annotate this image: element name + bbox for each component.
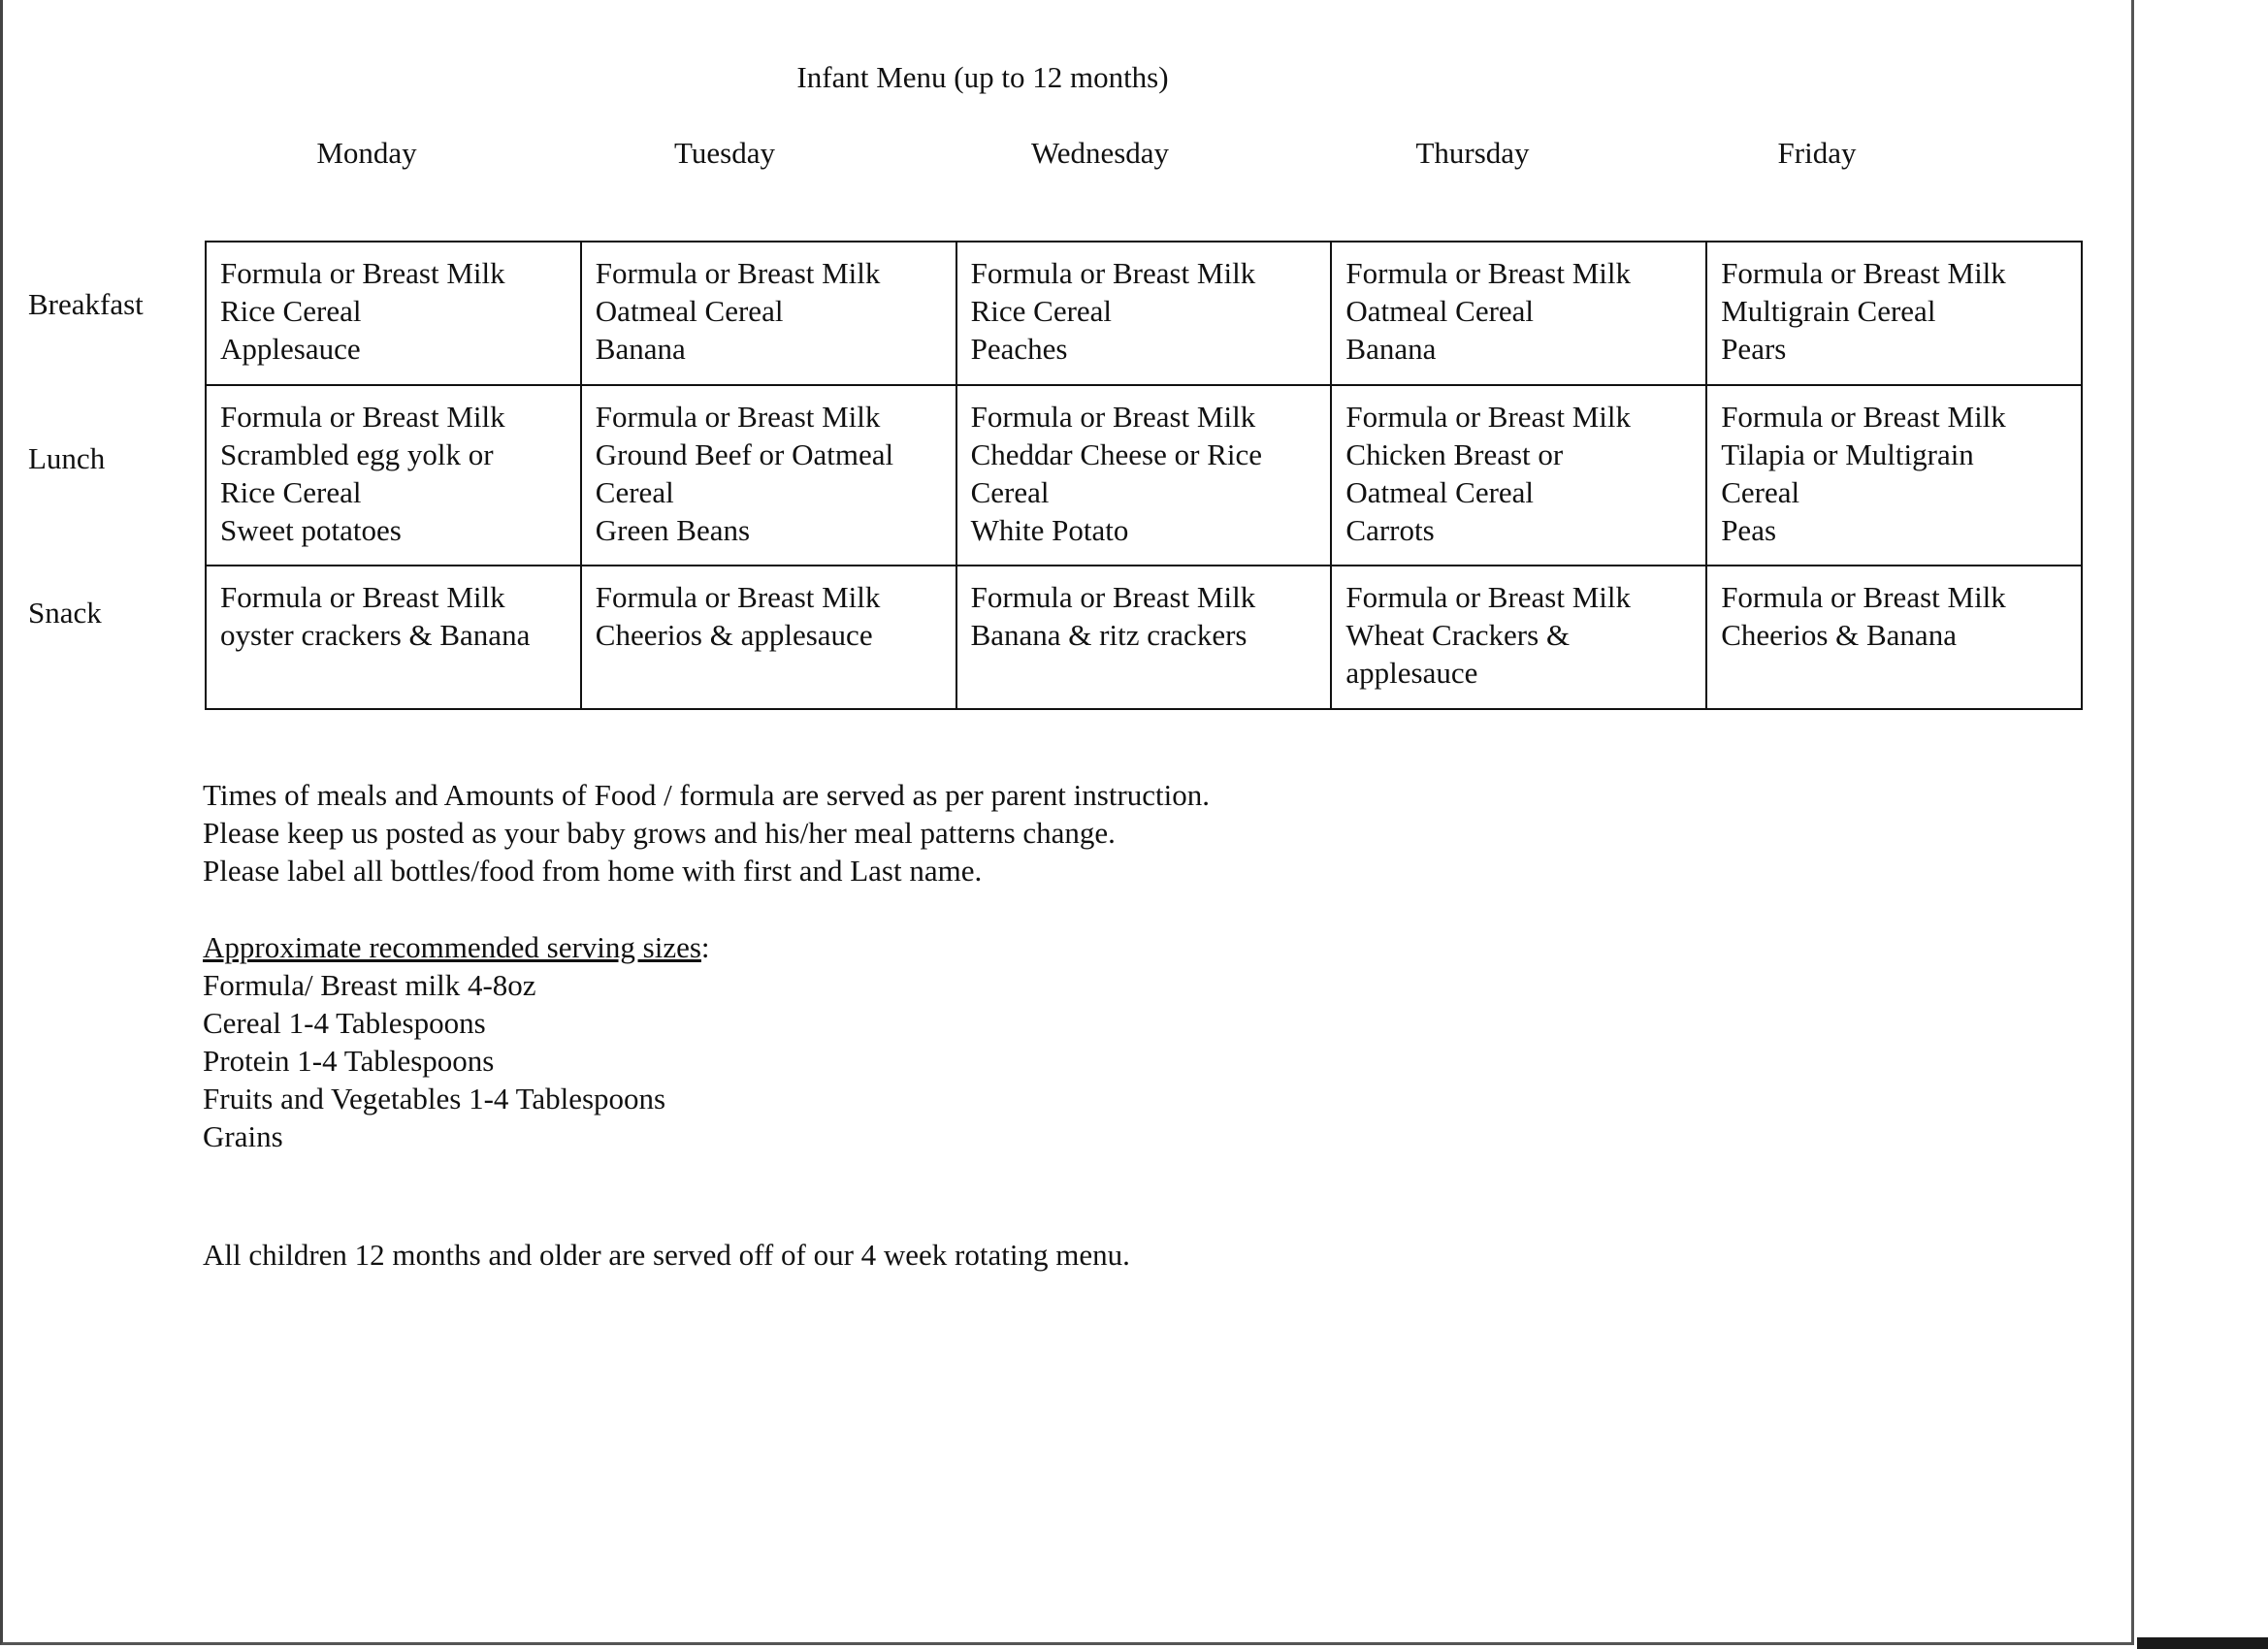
meal-label-lunch: Lunch — [28, 441, 106, 475]
menu-item: Chicken Breast or — [1345, 437, 1564, 471]
menu-cell-breakfast-monday — [206, 242, 581, 385]
menu-item: Banana — [595, 332, 686, 366]
day-header-tuesday: Tuesday — [674, 136, 775, 170]
menu-item: White Potato — [970, 513, 1129, 547]
note-line: Times of meals and Amounts of Food / formula are served as per parent instruction. — [203, 778, 1211, 812]
menu-item: Applesauce — [220, 332, 361, 366]
meal-label-breakfast: Breakfast — [28, 287, 144, 321]
menu-item: Formula or Breast Milk — [595, 400, 881, 434]
menu-item: Oatmeal Cereal — [1345, 475, 1535, 509]
menu-item: Formula or Breast Milk — [220, 580, 505, 614]
serving-size-item: Formula/ Breast milk 4-8oz — [203, 968, 536, 1002]
menu-item: Peaches — [970, 332, 1068, 366]
menu-item: Peas — [1721, 513, 1777, 547]
menu-cell-lunch-thursday — [1331, 385, 1706, 566]
menu-item: oyster crackers & Banana — [220, 618, 531, 652]
menu-item: Banana — [1345, 332, 1437, 366]
meal-label-snack: Snack — [28, 596, 102, 630]
day-header-monday: Monday — [316, 136, 417, 170]
scan-edge — [2137, 1637, 2268, 1649]
serving-sizes-heading-colon: : — [700, 930, 710, 964]
menu-item: Cheerios & applesauce — [595, 618, 873, 652]
menu-item: Rice Cereal — [220, 475, 362, 509]
menu-item: Cereal — [970, 475, 1050, 509]
menu-cell-snack-wednesday — [956, 566, 1332, 709]
menu-item: Formula or Breast Milk — [595, 580, 881, 614]
note-line: Please keep us posted as your baby grows and his/her meal patterns change. — [203, 816, 1116, 850]
menu-item: Oatmeal Cereal — [595, 294, 784, 328]
menu-item: Formula or Breast Milk — [970, 400, 1256, 434]
day-header-friday: Friday — [1777, 136, 1857, 170]
menu-item: Carrots — [1345, 513, 1435, 547]
serving-sizes-heading: Approximate recommended serving sizes — [203, 930, 701, 964]
menu-item: Tilapia or Multigrain — [1721, 437, 1974, 471]
menu-cell-snack-friday — [1706, 566, 2082, 709]
menu-item: Rice Cereal — [970, 294, 1113, 328]
menu-item: Pears — [1721, 332, 1787, 366]
menu-cell-snack-thursday — [1331, 566, 1706, 709]
menu-item: Cheddar Cheese or Rice — [970, 437, 1263, 471]
menu-item: applesauce — [1345, 656, 1478, 690]
serving-sizes-heading-line — [203, 928, 710, 966]
menu-item: Formula or Breast Milk — [970, 256, 1256, 290]
note-line: Please label all bottles/food from home with first and Last name. — [203, 854, 983, 888]
menu-item: Formula or Breast Milk — [1721, 256, 2006, 290]
serving-size-item: Grains — [203, 1119, 283, 1153]
menu-row-breakfast — [206, 242, 2082, 385]
serving-sizes-list — [203, 966, 710, 1155]
parent-notes — [203, 776, 1210, 889]
serving-size-item: Protein 1-4 Tablespoons — [203, 1044, 495, 1078]
serving-size-item: Cereal 1-4 Tablespoons — [203, 1006, 486, 1040]
menu-item: Cereal — [595, 475, 674, 509]
menu-cell-lunch-friday — [1706, 385, 2082, 566]
menu-cell-breakfast-friday — [1706, 242, 2082, 385]
menu-item: Rice Cereal — [220, 294, 362, 328]
day-header-wednesday: Wednesday — [1030, 136, 1170, 170]
menu-cell-lunch-monday — [206, 385, 581, 566]
serving-size-item: Fruits and Vegetables 1-4 Tablespoons — [203, 1082, 666, 1116]
serving-sizes — [203, 928, 710, 1155]
menu-item: Formula or Breast Milk — [220, 400, 505, 434]
menu-item: Formula or Breast Milk — [1721, 580, 2006, 614]
menu-item: Banana & ritz crackers — [970, 618, 1247, 652]
menu-item: Formula or Breast Milk — [1345, 256, 1631, 290]
scan-margin — [2137, 0, 2268, 1649]
menu-item: Formula or Breast Milk — [1721, 400, 2006, 434]
menu-item: Scrambled egg yolk or — [220, 437, 494, 471]
page-title: Infant Menu (up to 12 months) — [796, 60, 1169, 94]
menu-cell-lunch-tuesday — [581, 385, 956, 566]
menu-cell-snack-tuesday — [581, 566, 956, 709]
menu-cell-breakfast-wednesday — [956, 242, 1332, 385]
menu-row-snack — [206, 566, 2082, 709]
menu-item: Cereal — [1721, 475, 1800, 509]
day-header-thursday: Thursday — [1415, 136, 1530, 170]
menu-item: Multigrain Cereal — [1721, 294, 1936, 328]
menu-cell-breakfast-thursday — [1331, 242, 1706, 385]
menu-item: Formula or Breast Milk — [1345, 400, 1631, 434]
menu-item: Ground Beef or Oatmeal — [595, 437, 894, 471]
menu-row-lunch — [206, 385, 2082, 566]
menu-item: Wheat Crackers & — [1345, 618, 1571, 652]
menu-item: Formula or Breast Milk — [970, 580, 1256, 614]
menu-item: Sweet potatoes — [220, 513, 402, 547]
menu-item: Formula or Breast Milk — [1345, 580, 1631, 614]
menu-item: Cheerios & Banana — [1721, 618, 1957, 652]
footer-note: All children 12 months and older are served off of our 4 week rotating menu. — [203, 1238, 1130, 1272]
menu-item: Formula or Breast Milk — [220, 256, 505, 290]
menu-table — [205, 241, 2083, 710]
menu-cell-snack-monday — [206, 566, 581, 709]
menu-item: Formula or Breast Milk — [595, 256, 881, 290]
menu-item: Oatmeal Cereal — [1345, 294, 1535, 328]
menu-cell-breakfast-tuesday — [581, 242, 956, 385]
menu-item: Green Beans — [595, 513, 751, 547]
menu-cell-lunch-wednesday — [956, 385, 1332, 566]
